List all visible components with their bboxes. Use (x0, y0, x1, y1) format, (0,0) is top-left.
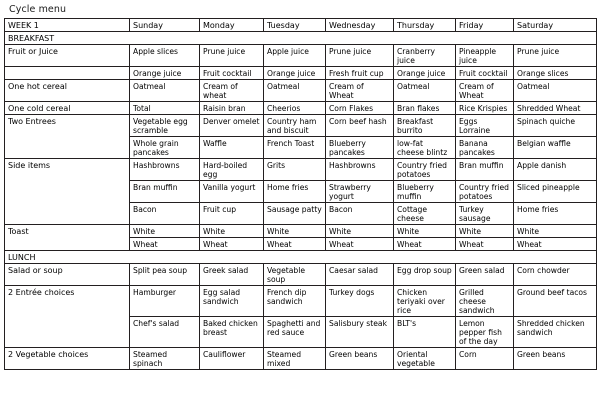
cell: Cauliflower (200, 348, 264, 370)
table-row (5, 225, 597, 238)
cell: Wheat (326, 238, 394, 251)
cell: Belgian waffle (514, 137, 597, 159)
cell: Steamed mixed (264, 348, 326, 370)
cell: Split pea soup (130, 264, 200, 286)
row-label-salad-or-soup: Salad or soup (5, 264, 130, 286)
cell: Cream of wheat (200, 80, 264, 102)
table-row (5, 67, 597, 80)
cycle-menu-table (4, 18, 597, 370)
cell: BLT's (394, 317, 456, 348)
cell: Hamburger (130, 286, 200, 317)
column-header-friday: Friday (456, 19, 514, 32)
cell: Spaghetti and red sauce (264, 317, 326, 348)
meal-band-lunch: LUNCH (5, 251, 597, 264)
cell: Caesar salad (326, 264, 394, 286)
row-label-two-vegetable-choices: 2 Vegetable choices (5, 348, 130, 370)
cell: White (514, 225, 597, 238)
column-header-wednesday: Wednesday (326, 19, 394, 32)
cell: low-fat cheese blintz (394, 137, 456, 159)
page-title: Cycle menu (9, 4, 67, 15)
cell: Hashbrowns (326, 159, 394, 181)
cell: Egg salad sandwich (200, 286, 264, 317)
cell: Wheat (514, 238, 597, 251)
cell: Oatmeal (514, 80, 597, 102)
cell: White (456, 225, 514, 238)
cell: Apple juice (264, 45, 326, 67)
cell: Denver omelet (200, 115, 264, 137)
cell: Prune juice (514, 45, 597, 67)
cell: White (130, 225, 200, 238)
cell: Bran flakes (394, 102, 456, 115)
table-row (5, 115, 597, 137)
cell: Raisin bran (200, 102, 264, 115)
cell: Green beans (326, 348, 394, 370)
cell: Steamed spinach (130, 348, 200, 370)
cell: Oatmeal (130, 80, 200, 102)
row-label-one-cold-cereal: One cold cereal (5, 102, 130, 115)
cell: Corn (456, 348, 514, 370)
cell: Cheerios (264, 102, 326, 115)
cell: Vegetable soup (264, 264, 326, 286)
cell: Apple slices (130, 45, 200, 67)
cell: Fruit cup (200, 203, 264, 225)
column-header-thursday: Thursday (394, 19, 456, 32)
row-label-two-entrees: Two Entrees (5, 115, 130, 159)
cell: Country ham and biscuit (264, 115, 326, 137)
cell: Corn chowder (514, 264, 597, 286)
cell: Cranberry juice (394, 45, 456, 67)
cell: Banana pancakes (456, 137, 514, 159)
column-header-monday: Monday (200, 19, 264, 32)
cell: Total (130, 102, 200, 115)
cell: Hashbrowns (130, 159, 200, 181)
cell: Lemon pepper fish of the day (456, 317, 514, 348)
cell: Country fried potatoes (394, 159, 456, 181)
cell: Home fries (264, 181, 326, 203)
cell: Orange juice (394, 67, 456, 80)
cell: Corn Flakes (326, 102, 394, 115)
cell: White (200, 225, 264, 238)
row-label-two-entree-choices: 2 Entrée choices (5, 286, 130, 348)
cell: Cream of Wheat (456, 80, 514, 102)
cell: Shredded Wheat (514, 102, 597, 115)
table-row (5, 159, 597, 181)
cell: Fruit cocktail (200, 67, 264, 80)
cell: Home fries (514, 203, 597, 225)
row-label-side-items: Side items (5, 159, 130, 225)
cell: Shredded chicken sandwich (514, 317, 597, 348)
cell: Strawberry yogurt (326, 181, 394, 203)
table-row (5, 45, 597, 67)
table-row (5, 264, 597, 286)
cell: Vegetable egg scramble (130, 115, 200, 137)
cell: Wheat (456, 238, 514, 251)
cell: French Toast (264, 137, 326, 159)
cell: White (394, 225, 456, 238)
cell: Cottage cheese (394, 203, 456, 225)
cell: Pineapple juice (456, 45, 514, 67)
column-header-week: WEEK 1 (5, 19, 130, 32)
cell: Vanilla yogurt (200, 181, 264, 203)
cell: Breakfast burrito (394, 115, 456, 137)
cell: Rice Krispies (456, 102, 514, 115)
cell: Salisbury steak (326, 317, 394, 348)
cell: Bacon (130, 203, 200, 225)
row-label-fruit-or-juice: Fruit or Juice (5, 45, 130, 67)
column-header-sunday: Sunday (130, 19, 200, 32)
cell: Wheat (130, 238, 200, 251)
cell: Prune juice (326, 45, 394, 67)
cell: Fresh fruit cup (326, 67, 394, 80)
cell: Bacon (326, 203, 394, 225)
cell: Chef's salad (130, 317, 200, 348)
cell: Grilled cheese sandwich (456, 286, 514, 317)
cell: Oriental vegetable (394, 348, 456, 370)
cell: Orange slices (514, 67, 597, 80)
cell: Bran muffin (456, 159, 514, 181)
cell: Oatmeal (264, 80, 326, 102)
cell: Turkey sausage (456, 203, 514, 225)
meal-band-lunch-row (5, 251, 597, 264)
meal-band-breakfast-row (5, 32, 597, 45)
cell: French dip sandwich (264, 286, 326, 317)
column-header-saturday: Saturday (514, 19, 597, 32)
row-label-toast: Toast (5, 225, 130, 251)
cell: White (326, 225, 394, 238)
cell: Cream of Wheat (326, 80, 394, 102)
cell: Apple danish (514, 159, 597, 181)
cell: Greek salad (200, 264, 264, 286)
cell: Ground beef tacos (514, 286, 597, 317)
meal-band-breakfast: BREAKFAST (5, 32, 597, 45)
column-header-tuesday: Tuesday (264, 19, 326, 32)
cell: Sausage patty (264, 203, 326, 225)
cell: Baked chicken breast (200, 317, 264, 348)
cell: Grits (264, 159, 326, 181)
cell: Wheat (264, 238, 326, 251)
cell: Oatmeal (394, 80, 456, 102)
table-row (5, 348, 597, 370)
cell: Hard-boiled egg (200, 159, 264, 181)
cell: Corn beef hash (326, 115, 394, 137)
cell: Chicken teriyaki over rice (394, 286, 456, 317)
cell: Fruit cocktail (456, 67, 514, 80)
cell: White (264, 225, 326, 238)
cell: Orange juice (130, 67, 200, 80)
cell: Orange juice (264, 67, 326, 80)
table-row (5, 102, 597, 115)
cell: Green salad (456, 264, 514, 286)
cell: Country fried potatoes (456, 181, 514, 203)
table-header-row (5, 19, 597, 32)
cell: Green beans (514, 348, 597, 370)
cell: Sliced pineapple (514, 181, 597, 203)
cell: Blueberry muffin (394, 181, 456, 203)
cell: Waffle (200, 137, 264, 159)
table-row (5, 80, 597, 102)
cell: Wheat (200, 238, 264, 251)
cell: Bran muffin (130, 181, 200, 203)
cell: Blueberry pancakes (326, 137, 394, 159)
cell: Turkey dogs (326, 286, 394, 317)
cell: Spinach quiche (514, 115, 597, 137)
table-row (5, 286, 597, 317)
row-label-fruit-or-juice-continued (5, 67, 130, 80)
cell: Prune juice (200, 45, 264, 67)
row-label-one-hot-cereal: One hot cereal (5, 80, 130, 102)
cell: Whole grain pancakes (130, 137, 200, 159)
cell: Eggs Lorraine (456, 115, 514, 137)
cell: Egg drop soup (394, 264, 456, 286)
cell: Wheat (394, 238, 456, 251)
